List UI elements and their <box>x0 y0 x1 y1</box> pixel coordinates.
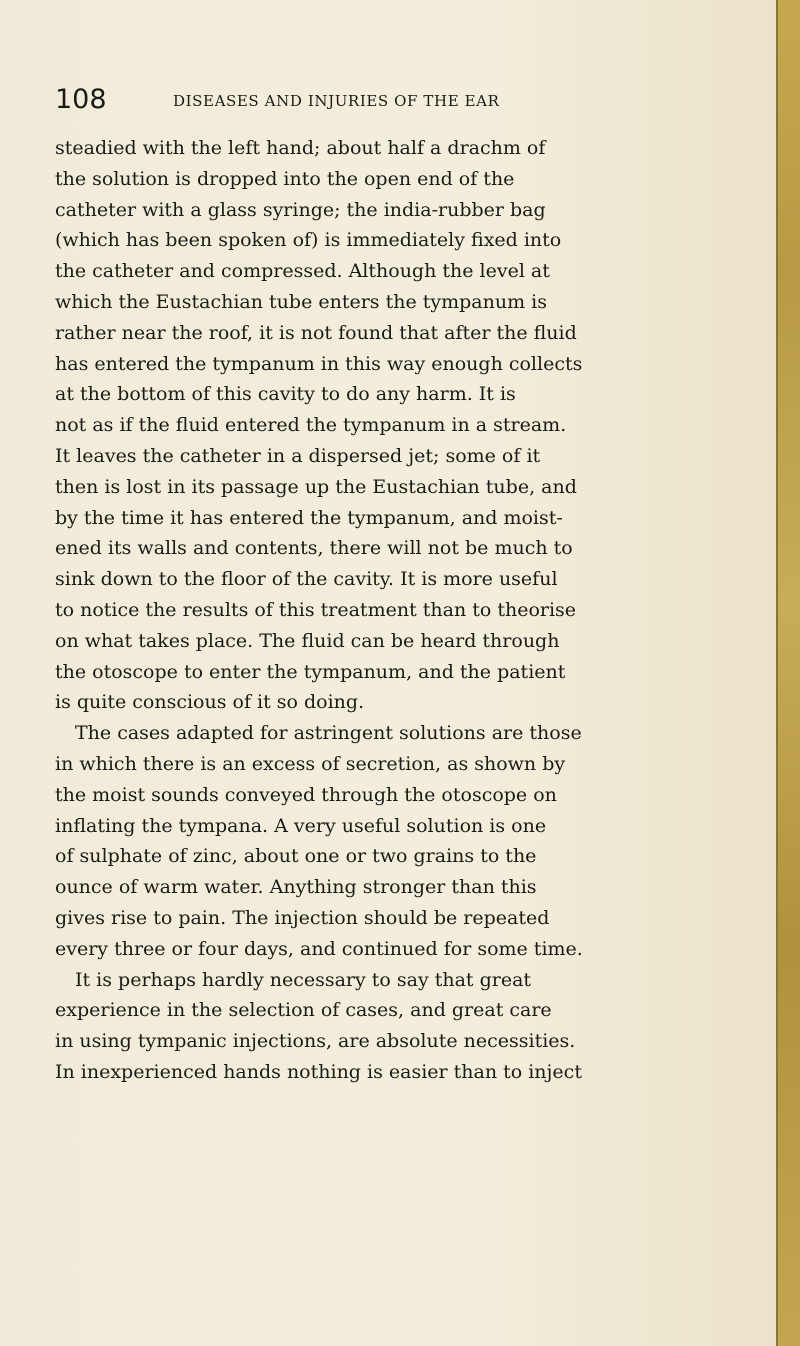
text-line: catheter with a glass syringe; the india-rubber bag <box>55 198 546 221</box>
text-line: experience in the selection of cases, and great care <box>55 999 552 1022</box>
text-line: inflating the tympana. A very useful solution is one <box>55 814 547 837</box>
text-line: on what takes place. The fluid can be heard through <box>55 629 560 652</box>
text-line: ened its walls and contents, there will not be much to <box>55 537 573 560</box>
text-line: by the time it has entered the tympanum, and moist- <box>55 506 563 529</box>
text-line: in using tympanic injections, are absolute necessities. <box>55 1030 576 1053</box>
text-line: It leaves the catheter in a dispersed jet; some of it <box>55 444 541 467</box>
body-text <box>55 133 745 1213</box>
text-line: In inexperienced hands nothing is easier than to inject <box>55 1060 582 1083</box>
text-line: sink down to the floor of the cavity. It is more useful <box>55 568 558 591</box>
text-line: the solution is dropped into the open end of the <box>55 167 515 190</box>
page-edge-decoration <box>776 0 800 1346</box>
paragraph-start-line: The cases adapted for astringent solutions are those <box>75 722 582 745</box>
running-title: DISEASES AND INJURIES OF THE EAR <box>173 92 500 110</box>
text-line: the catheter and compressed. Although the level at <box>55 260 550 283</box>
text-line: rather near the roof, it is not found that after the fluid <box>55 321 577 344</box>
text-line: the otoscope to enter the tympanum, and the patient <box>55 660 566 683</box>
text-line: to notice the results of this treatment than to theorise <box>55 598 577 621</box>
text-line: ounce of warm water. Anything stronger than this <box>55 876 537 899</box>
text-line: of sulphate of zinc, about one or two grains to the <box>55 845 537 868</box>
page-header <box>55 82 735 118</box>
text-line: in which there is an excess of secretion, as shown by <box>55 752 566 775</box>
page-number: 108 <box>55 84 107 115</box>
text-line: gives rise to pain. The injection should be repeated <box>55 906 550 929</box>
text-line: which the Eustachian tube enters the tympanum is <box>55 290 547 313</box>
text-line: steadied with the left hand; about half a drachm of <box>55 137 546 159</box>
paragraph-start-line: It is perhaps hardly necessary to say that great <box>75 968 532 991</box>
text-line: is quite conscious of it so doing. <box>55 691 365 714</box>
text-line: every three or four days, and continued for some time. <box>55 937 583 960</box>
text-line: has entered the tympanum in this way enough collects <box>55 352 583 375</box>
text-line: then is lost in its passage up the Eustachian tube, and <box>55 475 577 498</box>
text-line: the moist sounds conveyed through the otoscope on <box>55 783 557 806</box>
text-line: at the bottom of this cavity to do any harm. It is <box>55 383 516 406</box>
text-line: (which has been spoken of) is immediately fixed into <box>55 229 562 252</box>
text-line: not as if the fluid entered the tympanum in a stream. <box>55 414 567 437</box>
